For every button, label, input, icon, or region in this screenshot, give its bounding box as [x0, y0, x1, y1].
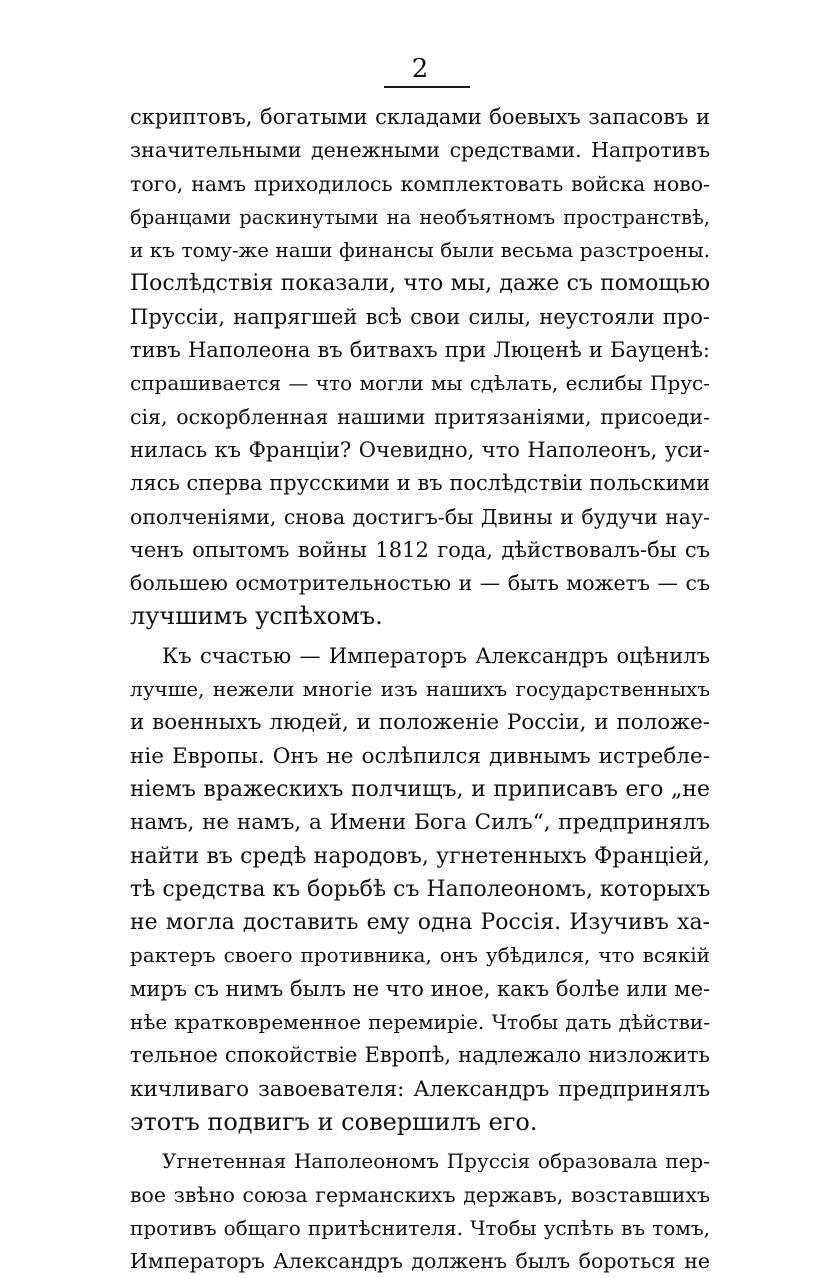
text-line: ополченіями, снова достигъ-бы Двины и будучи нау- — [130, 504, 710, 529]
text-line: миръ съ нимъ былъ не что иное, какъ болѣе или ме- — [130, 976, 710, 1001]
page-number: 2 — [411, 54, 429, 84]
text-line: противъ общаго притѣснителя. Чтобы успѣть въ томъ, — [130, 1215, 710, 1240]
text-line: нилась къ Франціи? Очевидно, что Наполеонъ, уси- — [130, 437, 710, 462]
text-line: значительными денежными средствами. Напротивъ — [130, 138, 710, 163]
text-line: вое звѣно союза германскихъ державъ, возставшихъ — [130, 1182, 710, 1207]
text-line: ченъ опытомъ войны 1812 года, дѣйствовалъ-бы съ — [130, 537, 710, 562]
text-body — [130, 101, 710, 1278]
text-line: найти въ средѣ народовъ, угнетенныхъ Франціей, — [130, 843, 710, 869]
text-line: намъ, не намъ, а Имени Бога Силъ“, предпринялъ — [130, 810, 710, 836]
text-line: не могла доставить ему одна Россія. Изучивъ ха- — [130, 910, 710, 936]
paragraph-2 — [130, 640, 710, 1139]
paragraph-3 — [130, 1145, 710, 1278]
text-line: тельное спокойствіе Европѣ, надлежало низложить — [130, 1043, 710, 1068]
text-line: и къ тому-же наши финансы были весьма разстроены. — [130, 238, 710, 263]
text-line: этотъ подвигъ и совершилъ его. — [130, 1107, 538, 1136]
text-line: тивъ Наполеона въ битвахъ при Люценѣ и Бауценѣ: — [130, 338, 710, 363]
text-line: и военныхъ людей, и положеніе Россіи, и положе- — [130, 710, 710, 736]
text-line: ніемъ вражескихъ полчищъ, и приписавъ его „не — [130, 776, 710, 802]
text-line: лучшимъ успѣхомъ. — [130, 602, 383, 631]
text-line: ніе Европы. Онъ не ослѣпился дивнымъ истребле- — [130, 743, 710, 769]
text-line: скриптовъ, богатыми складами боевыхъ запасовъ и — [130, 105, 710, 129]
text-line: тѣ средства къ борьбѣ съ Наполеономъ, которыхъ — [130, 876, 710, 902]
text-line: Къ счастью — Императоръ Александръ оцѣнилъ — [162, 643, 710, 668]
text-line: Угнетенная Наполеономъ Пруссія образовала пер- — [162, 1149, 710, 1174]
text-line: лясь сперва прусскими и въ послѣдствіи польскими — [130, 471, 710, 496]
text-line: Послѣдствія показали, что мы, даже съ помощью — [130, 271, 710, 297]
text-line: сія, оскорбленная нашими притязаніями, присоеди- — [130, 404, 710, 429]
text-line: Пруссіи, напрягшей всѣ свои силы, неустояли про- — [130, 304, 710, 329]
text-line: Императоръ Александръ долженъ былъ бороться не — [130, 1249, 710, 1274]
text-line: лучше, нежели многіе изъ нашихъ государственныхъ — [130, 677, 710, 702]
page-number-rule — [384, 86, 470, 88]
text-line: кичливаго завоевателя: Александръ предпринялъ — [130, 1076, 710, 1102]
text-line: большею осмотрительностью и — быть можетъ — съ — [130, 571, 710, 596]
paragraph-1 — [130, 101, 710, 634]
text-line: спрашивается — что могли мы сдѣлать, еслибы Прус- — [130, 371, 710, 396]
text-line: того, намъ приходилось комплектовать войска ново- — [130, 171, 710, 196]
text-line: бранцами раскинутыми на необъятномъ пространствѣ, — [130, 205, 710, 229]
text-line: нѣе кратковременное перемиріе. Чтобы дать дѣйстви- — [130, 1010, 710, 1035]
text-line: рактеръ своего противника, онъ убѣдился, что всякій — [130, 943, 710, 968]
